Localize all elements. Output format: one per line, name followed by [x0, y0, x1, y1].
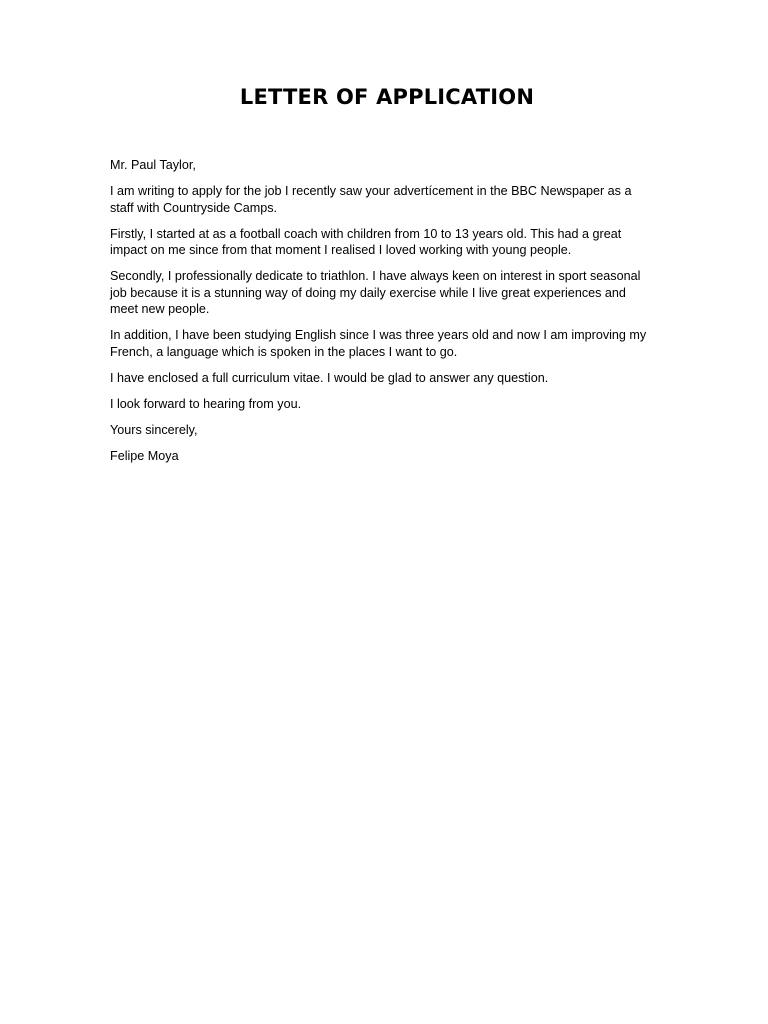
paragraph-enclosed-cv: I have enclosed a full curriculum vitae. I would be glad to answer any question. — [110, 370, 549, 385]
letter-body — [110, 157, 650, 474]
closing: Yours sincerely, — [110, 422, 198, 437]
paragraph-intro: I am writing to apply for the job I recently saw your advertícement in the BBC Newspaper as a staff with Countryside Camps. — [110, 184, 632, 215]
paragraph-secondly: Secondly, I professionally dedicate to triathlon. I have always keen on interest in sport seasonal job because it is a stunning way of doing my daily exercise while I live great experiences and meet new people. — [110, 269, 641, 316]
paragraph-in-addition: In addition, I have been studying English since I was three years old and now I am improving my French, a language which is spoken in the places I want to go. — [110, 328, 647, 359]
signature: Felipe Moya — [110, 448, 179, 463]
letter-title: LETTER OF APPLICATION — [239, 85, 535, 109]
paragraph-firstly: Firstly, I started at as a football coach with children from 10 to 13 years old. This had a great impact on me since from that moment I realised I loved working with young people. — [110, 226, 622, 257]
paragraph-look-forward: I look forward to hearing from you. — [110, 396, 302, 411]
salutation: Mr. Paul Taylor, — [110, 158, 196, 172]
